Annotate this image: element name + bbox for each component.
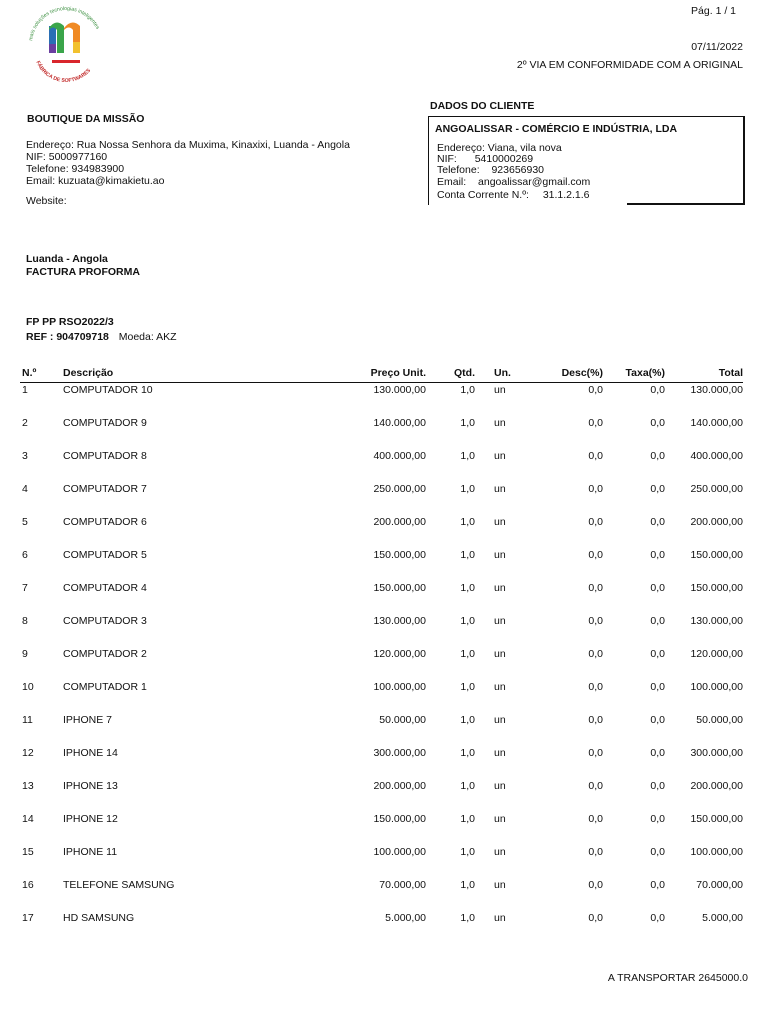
cell-tax: 0,0 bbox=[650, 813, 665, 825]
cell-number: 7 bbox=[22, 582, 28, 594]
cell-description: IPHONE 7 bbox=[63, 714, 113, 726]
table-row bbox=[20, 780, 743, 794]
client-email bbox=[437, 176, 590, 188]
transport-total: A TRANSPORTAR 2645000.0 bbox=[607, 972, 748, 984]
table-row bbox=[20, 747, 743, 761]
cell-number: 16 bbox=[22, 879, 34, 891]
table-row bbox=[20, 648, 743, 662]
cell-unit-price: 5.000,00 bbox=[385, 912, 426, 924]
cell-unit: un bbox=[494, 747, 506, 759]
cell-unit-price: 70.000,00 bbox=[379, 879, 426, 891]
cell-total: 140.000,00 bbox=[690, 417, 743, 429]
cell-unit-price: 150.000,00 bbox=[373, 549, 426, 561]
cell-quantity: 1,0 bbox=[460, 483, 475, 495]
cell-unit-price: 300.000,00 bbox=[373, 747, 426, 759]
cell-discount: 0,0 bbox=[588, 483, 603, 495]
copy-conformity-note: 2º VIA EM CONFORMIDADE COM A ORIGINAL bbox=[516, 59, 743, 71]
cell-description: COMPUTADOR 2 bbox=[63, 648, 147, 660]
cell-description: COMPUTADOR 3 bbox=[63, 615, 147, 627]
cell-quantity: 1,0 bbox=[460, 780, 475, 792]
cell-quantity: 1,0 bbox=[460, 417, 475, 429]
cell-total: 70.000,00 bbox=[696, 879, 743, 891]
cell-total: 150.000,00 bbox=[690, 582, 743, 594]
cell-discount: 0,0 bbox=[588, 582, 603, 594]
cell-tax: 0,0 bbox=[650, 417, 665, 429]
client-email-value: angoalissar@gmail.com bbox=[478, 176, 591, 188]
cell-quantity: 1,0 bbox=[460, 912, 475, 924]
client-account-value: 31.1.2.1.6 bbox=[542, 189, 590, 201]
cell-description: HD SAMSUNG bbox=[63, 912, 135, 924]
table-row bbox=[20, 516, 743, 530]
table-row bbox=[20, 615, 743, 629]
cell-total: 120.000,00 bbox=[690, 648, 743, 660]
cell-unit: un bbox=[494, 681, 506, 693]
cell-discount: 0,0 bbox=[588, 714, 603, 726]
issuer-address: Endereço: Rua Nossa Senhora da Muxima, Kinaxixi, Luanda - Angola bbox=[26, 139, 350, 151]
cell-unit-price: 140.000,00 bbox=[373, 417, 426, 429]
table-row bbox=[20, 417, 743, 431]
cell-discount: 0,0 bbox=[588, 615, 603, 627]
cell-discount: 0,0 bbox=[588, 516, 603, 528]
cell-quantity: 1,0 bbox=[460, 615, 475, 627]
cell-description: COMPUTADOR 8 bbox=[63, 450, 147, 462]
page-number: Pág. 1 / 1 bbox=[691, 5, 736, 17]
cell-unit: un bbox=[494, 648, 506, 660]
cell-tax: 0,0 bbox=[650, 615, 665, 627]
cell-unit-price: 150.000,00 bbox=[373, 813, 426, 825]
company-logo bbox=[22, 4, 110, 82]
document-location: Luanda - Angola bbox=[26, 253, 108, 265]
issuer-phone: Telefone: 934983900 bbox=[26, 163, 125, 175]
cell-quantity: 1,0 bbox=[460, 681, 475, 693]
cell-number: 1 bbox=[22, 384, 28, 396]
cell-unit-price: 200.000,00 bbox=[373, 780, 426, 792]
cell-tax: 0,0 bbox=[650, 747, 665, 759]
issuer-name: BOUTIQUE DA MISSÃO bbox=[27, 113, 145, 125]
issuer-nif: NIF: 5000977160 bbox=[26, 151, 108, 163]
cell-total: 130.000,00 bbox=[690, 384, 743, 396]
cell-total: 150.000,00 bbox=[690, 813, 743, 825]
cell-quantity: 1,0 bbox=[460, 384, 475, 396]
cell-quantity: 1,0 bbox=[460, 516, 475, 528]
cell-tax: 0,0 bbox=[650, 549, 665, 561]
cell-description: COMPUTADOR 7 bbox=[63, 483, 147, 495]
cell-quantity: 1,0 bbox=[460, 879, 475, 891]
document-date: 07/11/2022 bbox=[691, 41, 743, 53]
cell-total: 130.000,00 bbox=[690, 615, 743, 627]
cell-quantity: 1,0 bbox=[460, 747, 475, 759]
cell-description: IPHONE 13 bbox=[63, 780, 118, 792]
table-row bbox=[20, 912, 743, 926]
cell-total: 5.000,00 bbox=[702, 912, 743, 924]
cell-total: 200.000,00 bbox=[690, 516, 743, 528]
cell-number: 5 bbox=[22, 516, 28, 528]
cell-number: 13 bbox=[22, 780, 34, 792]
document-currency: Moeda: AKZ bbox=[118, 331, 177, 343]
cell-number: 14 bbox=[22, 813, 34, 825]
cell-tax: 0,0 bbox=[650, 912, 665, 924]
cell-number: 6 bbox=[22, 549, 28, 561]
svg-text:mais soluções tecnologias inte: mais soluções tecnologias inteligentes bbox=[28, 5, 101, 42]
cell-discount: 0,0 bbox=[588, 846, 603, 858]
cell-quantity: 1,0 bbox=[460, 582, 475, 594]
cell-unit: un bbox=[494, 846, 506, 858]
cell-description: COMPUTADOR 1 bbox=[63, 681, 147, 693]
document-ref-line bbox=[26, 331, 177, 343]
items-table-header bbox=[20, 366, 743, 383]
cell-total: 250.000,00 bbox=[690, 483, 743, 495]
col-header-number: N.º bbox=[22, 367, 37, 379]
cell-discount: 0,0 bbox=[588, 780, 603, 792]
table-row bbox=[20, 879, 743, 893]
cell-total: 100.000,00 bbox=[690, 846, 743, 858]
cell-unit: un bbox=[494, 582, 506, 594]
cell-discount: 0,0 bbox=[588, 912, 603, 924]
cell-description: IPHONE 14 bbox=[63, 747, 118, 759]
client-nif-label: NIF: bbox=[437, 153, 457, 165]
table-row bbox=[20, 813, 743, 827]
client-name: ANGOALISSAR - COMÉRCIO E INDÚSTRIA, LDA bbox=[435, 123, 678, 135]
table-row bbox=[20, 714, 743, 728]
cell-unit-price: 200.000,00 bbox=[373, 516, 426, 528]
cell-unit: un bbox=[494, 615, 506, 627]
cell-unit: un bbox=[494, 879, 506, 891]
cell-tax: 0,0 bbox=[650, 714, 665, 726]
client-box-border bbox=[627, 203, 744, 205]
cell-tax: 0,0 bbox=[650, 582, 665, 594]
cell-description: COMPUTADOR 5 bbox=[63, 549, 147, 561]
client-address: Endereço: Viana, vila nova bbox=[437, 142, 562, 154]
cell-number: 15 bbox=[22, 846, 34, 858]
cell-description: IPHONE 12 bbox=[63, 813, 118, 825]
client-section-title: DADOS DO CLIENTE bbox=[430, 100, 535, 112]
cell-number: 2 bbox=[22, 417, 28, 429]
table-row bbox=[20, 384, 743, 398]
cell-tax: 0,0 bbox=[650, 681, 665, 693]
col-header-quantity: Qtd. bbox=[454, 367, 475, 379]
cell-number: 4 bbox=[22, 483, 28, 495]
client-phone bbox=[437, 164, 544, 176]
col-header-unit: Un. bbox=[494, 367, 511, 379]
document-ref: REF : 904709718 bbox=[26, 331, 109, 343]
cell-discount: 0,0 bbox=[588, 747, 603, 759]
cell-discount: 0,0 bbox=[588, 450, 603, 462]
cell-total: 400.000,00 bbox=[690, 450, 743, 462]
table-row bbox=[20, 681, 743, 695]
client-nif-value: 5410000269 bbox=[474, 153, 534, 165]
svg-text:FÁBRICA DE SOFTWARES: FÁBRICA DE SOFTWARES bbox=[34, 60, 93, 82]
table-row bbox=[20, 846, 743, 860]
cell-discount: 0,0 bbox=[588, 549, 603, 561]
cell-tax: 0,0 bbox=[650, 648, 665, 660]
cell-quantity: 1,0 bbox=[460, 450, 475, 462]
cell-unit: un bbox=[494, 780, 506, 792]
cell-unit-price: 100.000,00 bbox=[373, 846, 426, 858]
cell-tax: 0,0 bbox=[650, 780, 665, 792]
col-header-tax: Taxa(%) bbox=[625, 367, 665, 379]
cell-unit: un bbox=[494, 549, 506, 561]
cell-number: 10 bbox=[22, 681, 34, 693]
cell-unit-price: 400.000,00 bbox=[373, 450, 426, 462]
cell-description: COMPUTADOR 9 bbox=[63, 417, 147, 429]
cell-quantity: 1,0 bbox=[460, 648, 475, 660]
col-header-description: Descrição bbox=[63, 367, 114, 379]
cell-discount: 0,0 bbox=[588, 681, 603, 693]
cell-total: 50.000,00 bbox=[696, 714, 743, 726]
cell-unit-price: 100.000,00 bbox=[373, 681, 426, 693]
cell-total: 150.000,00 bbox=[690, 549, 743, 561]
table-row bbox=[20, 582, 743, 596]
cell-unit: un bbox=[494, 417, 506, 429]
cell-quantity: 1,0 bbox=[460, 813, 475, 825]
col-header-unit-price: Preço Unit. bbox=[370, 367, 426, 379]
cell-unit: un bbox=[494, 813, 506, 825]
issuer-email: Email: kuzuata@kimakietu.ao bbox=[26, 175, 165, 187]
client-email-label: Email: bbox=[437, 176, 467, 188]
col-header-total: Total bbox=[718, 367, 743, 379]
table-row bbox=[20, 450, 743, 464]
cell-tax: 0,0 bbox=[650, 450, 665, 462]
col-header-discount: Desc(%) bbox=[561, 367, 603, 379]
cell-total: 100.000,00 bbox=[690, 681, 743, 693]
cell-tax: 0,0 bbox=[650, 879, 665, 891]
document-number: FP PP RSO2022/3 bbox=[26, 316, 114, 328]
cell-total: 200.000,00 bbox=[690, 780, 743, 792]
cell-unit: un bbox=[494, 450, 506, 462]
cell-discount: 0,0 bbox=[588, 879, 603, 891]
cell-unit-price: 150.000,00 bbox=[373, 582, 426, 594]
table-row bbox=[20, 483, 743, 497]
cell-discount: 0,0 bbox=[588, 648, 603, 660]
cell-tax: 0,0 bbox=[650, 846, 665, 858]
cell-number: 9 bbox=[22, 648, 28, 660]
issuer-website: Website: bbox=[26, 195, 67, 207]
client-account bbox=[437, 189, 590, 201]
client-phone-label: Telefone: bbox=[437, 164, 480, 176]
cell-discount: 0,0 bbox=[588, 384, 603, 396]
client-phone-value: 923656930 bbox=[491, 164, 545, 176]
cell-unit-price: 250.000,00 bbox=[373, 483, 426, 495]
cell-unit-price: 130.000,00 bbox=[373, 615, 426, 627]
cell-number: 17 bbox=[22, 912, 34, 924]
client-account-label: Conta Corrente N.º: bbox=[437, 189, 529, 201]
cell-number: 8 bbox=[22, 615, 28, 627]
cell-number: 11 bbox=[22, 714, 33, 726]
cell-quantity: 1,0 bbox=[460, 549, 475, 561]
cell-number: 12 bbox=[22, 747, 34, 759]
cell-description: IPHONE 11 bbox=[63, 846, 118, 858]
cell-description: TELEFONE SAMSUNG bbox=[63, 879, 175, 891]
cell-quantity: 1,0 bbox=[460, 846, 475, 858]
cell-discount: 0,0 bbox=[588, 813, 603, 825]
cell-unit: un bbox=[494, 912, 506, 924]
cell-unit-price: 120.000,00 bbox=[373, 648, 426, 660]
cell-unit: un bbox=[494, 516, 506, 528]
cell-unit: un bbox=[494, 384, 506, 396]
cell-description: COMPUTADOR 4 bbox=[63, 582, 147, 594]
cell-unit: un bbox=[494, 714, 506, 726]
cell-description: COMPUTADOR 10 bbox=[63, 384, 153, 396]
cell-quantity: 1,0 bbox=[460, 714, 475, 726]
cell-tax: 0,0 bbox=[650, 516, 665, 528]
cell-description: COMPUTADOR 6 bbox=[63, 516, 147, 528]
cell-number: 3 bbox=[22, 450, 28, 462]
cell-tax: 0,0 bbox=[650, 483, 665, 495]
cell-unit: un bbox=[494, 483, 506, 495]
cell-unit-price: 130.000,00 bbox=[373, 384, 426, 396]
table-row bbox=[20, 549, 743, 563]
document-type: FACTURA PROFORMA bbox=[26, 266, 140, 278]
cell-unit-price: 50.000,00 bbox=[379, 714, 426, 726]
cell-discount: 0,0 bbox=[588, 417, 603, 429]
cell-total: 300.000,00 bbox=[690, 747, 743, 759]
cell-tax: 0,0 bbox=[650, 384, 665, 396]
